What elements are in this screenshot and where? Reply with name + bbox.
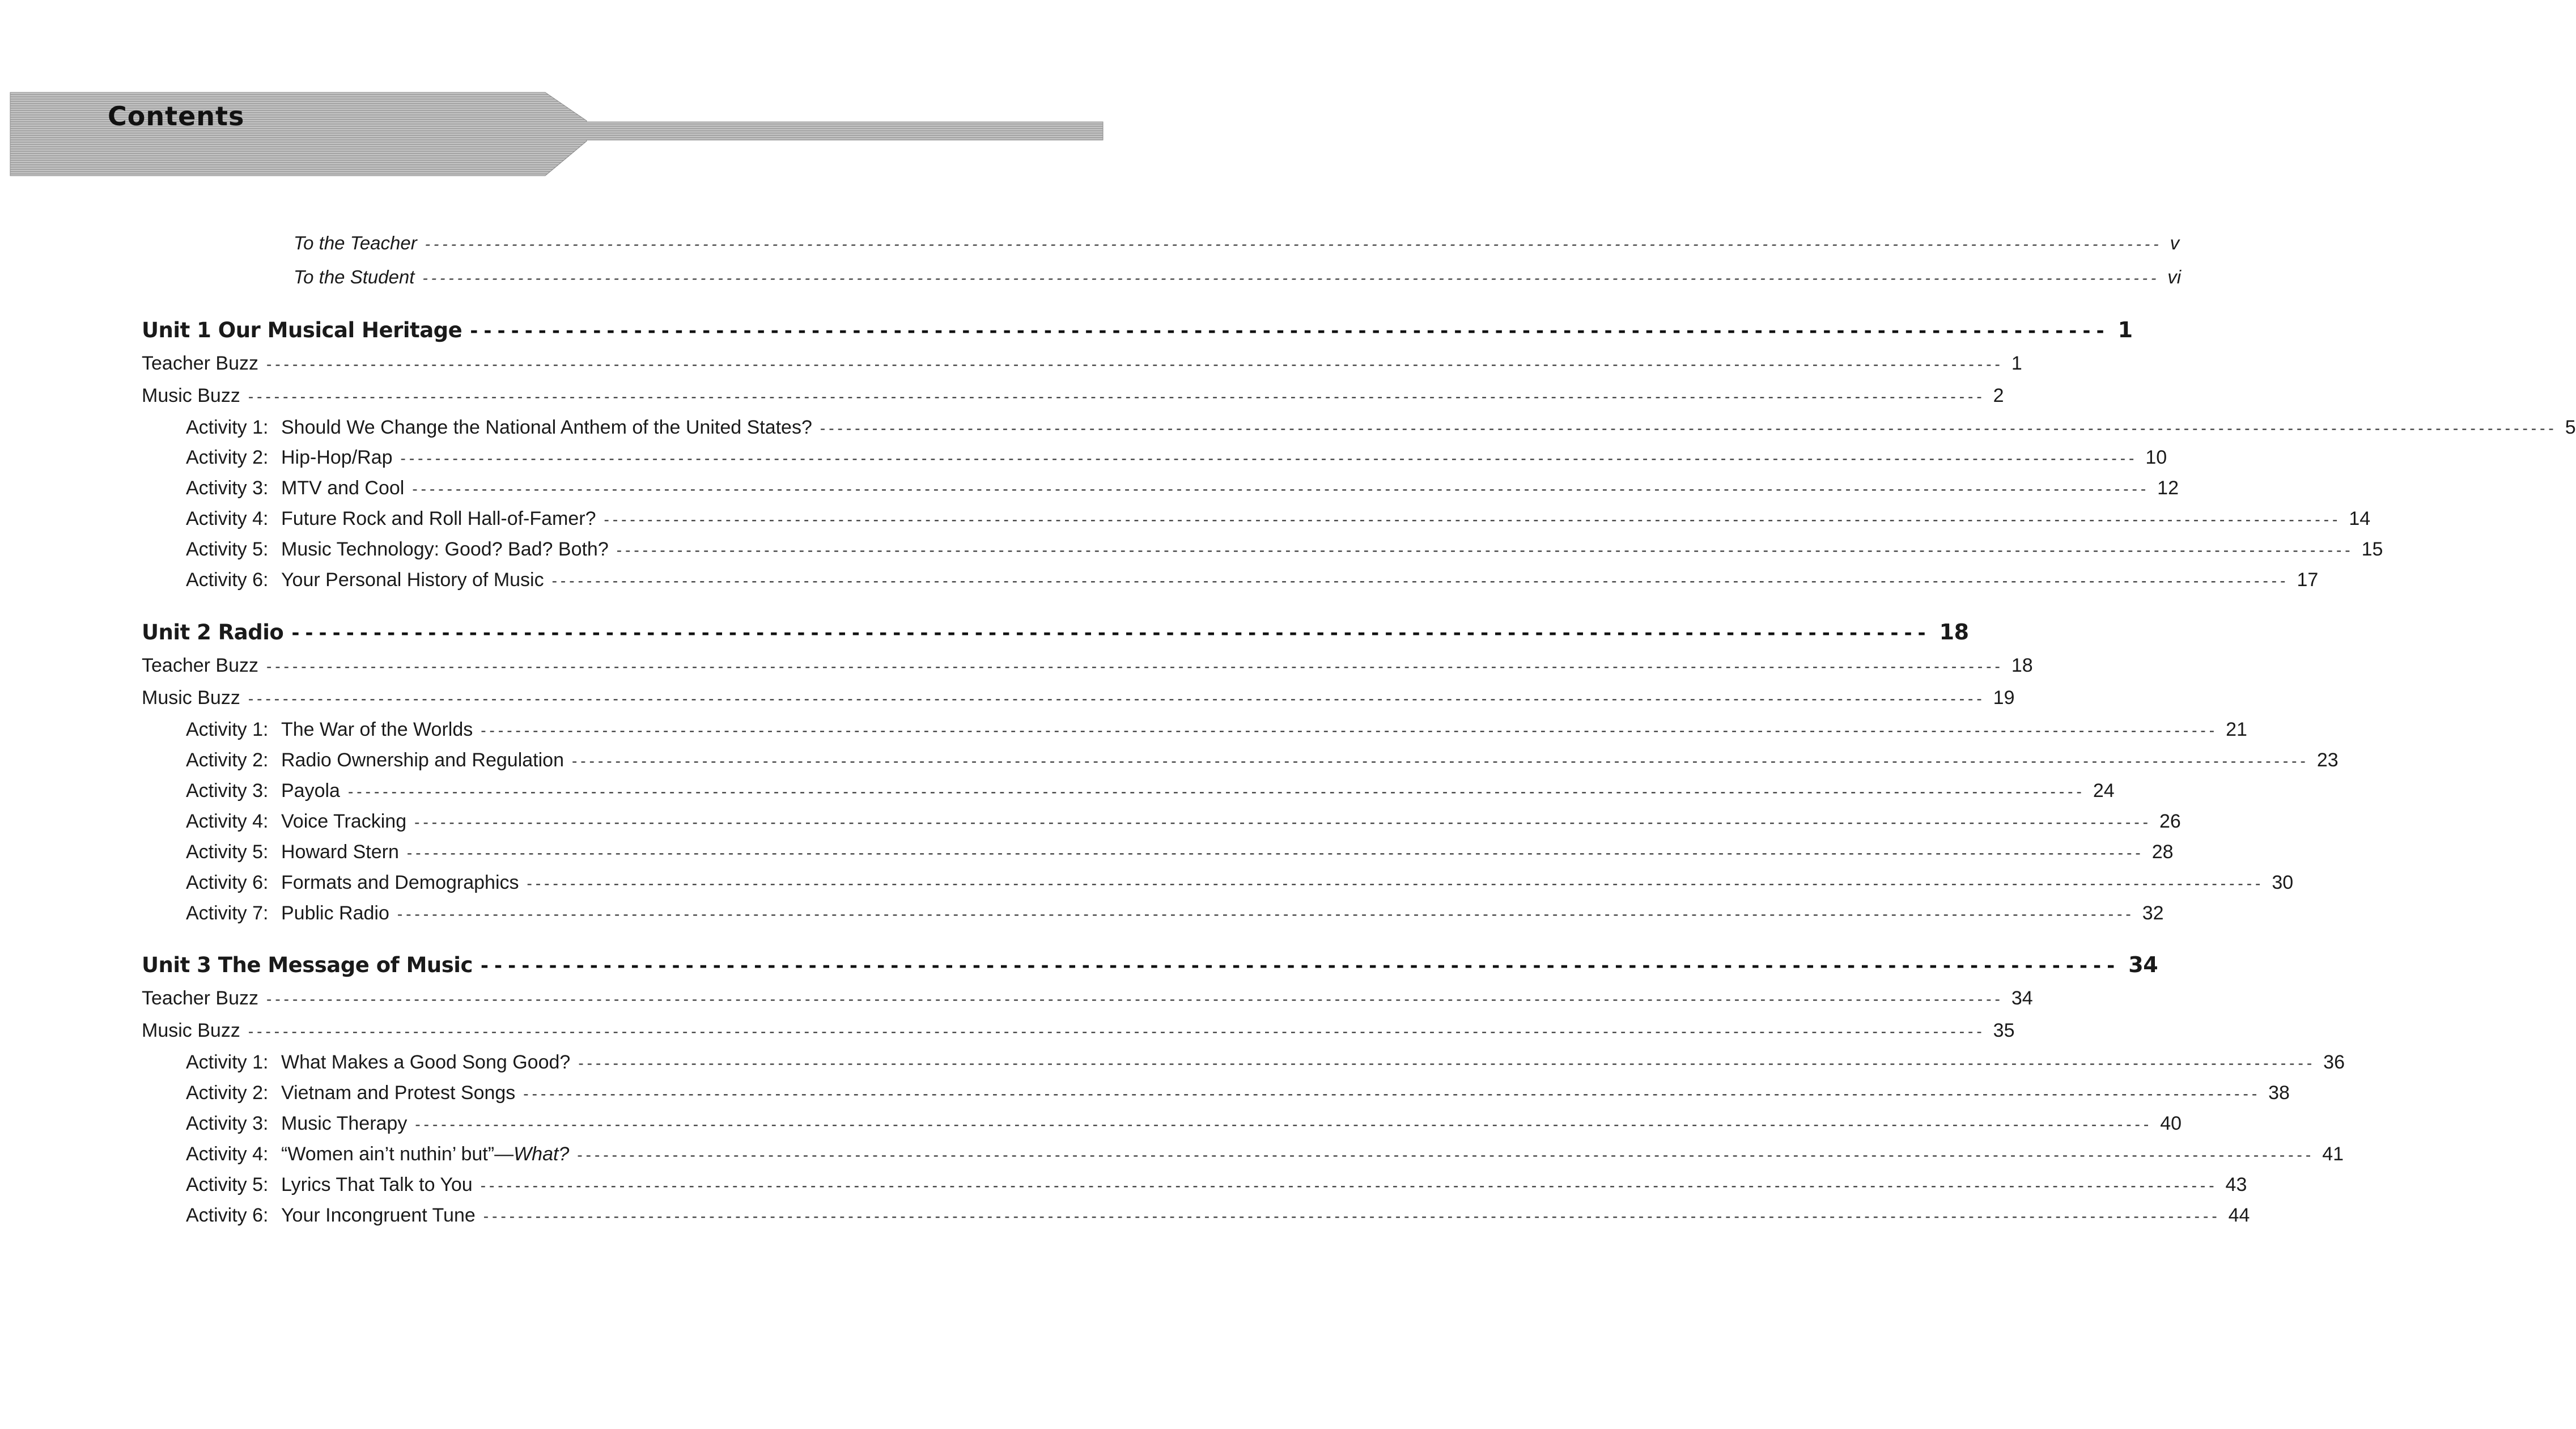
entry-page: 12 — [2157, 477, 2179, 499]
unit-page: 1 — [2117, 317, 2133, 342]
entry-page: 36 — [2323, 1051, 2345, 1073]
activity-title: Music Therapy — [281, 1113, 408, 1134]
activity-number: Activity 2: — [186, 447, 269, 468]
entry-page: 24 — [2093, 780, 2115, 802]
dot-leader: -------------------------------------------------------------------------------------------------------------------------------------------------------------------------------------------------------- — [347, 783, 2085, 800]
activity-number: Activity 4: — [186, 811, 269, 832]
activity-number: Activity 6: — [186, 872, 269, 893]
activity-number: Activity 5: — [186, 538, 269, 560]
entry-page: 28 — [2151, 841, 2174, 863]
dot-leader: -------------------------------------------------------------------------------------------------------------------------------------------------------------------------------------------------------- — [406, 844, 2144, 862]
entry-label: To the Teacher — [294, 232, 417, 253]
dot-leader: -------------------------------------------------------------------------------------------------------------------------------------------------------------------------------------------------------- — [523, 1085, 2261, 1103]
activity-number: Activity 7: — [186, 902, 269, 924]
dot-leader: -------------------------------------------------------------------------------------------------------------------------------------------------------------------------------------------------------- — [412, 480, 2150, 498]
dot-leader: -------------------------------------------------------------------------------------------------------------------------------------------------------------------------------------------------------- — [425, 235, 2162, 253]
entry-page: 15 — [2361, 538, 2383, 560]
entry-page: 35 — [1993, 1020, 2015, 1041]
entry-page: 21 — [2226, 719, 2247, 740]
entry-page: 44 — [2228, 1205, 2250, 1226]
dot-leader: -------------------------------------------------------------------------------------------------------------------------------------------------------------------------------------------------------- — [820, 419, 2557, 437]
toc-entry-to-the-student[interactable] — [294, 266, 2182, 287]
dot-leader: -------------------------------------------------------------------------------------------------------------------------------------------------------------------------------------------------------- — [266, 658, 2004, 675]
activity-number: Activity 3: — [186, 477, 269, 499]
dot-leader: -------------------------------------------------------------------------------------------------------------------------------------------------------------------------------------------------------- — [483, 1207, 2221, 1225]
activity-title: What Makes a Good Song Good? — [281, 1051, 571, 1073]
toc-entry-activity[interactable] — [186, 872, 2294, 893]
toc-entry-activity[interactable] — [186, 1174, 2247, 1195]
toc-entry-teacher-buzz[interactable] — [142, 353, 2022, 374]
unit-page: 18 — [1939, 620, 1969, 644]
activity-title: Payola — [281, 780, 340, 802]
entry-label: Music Buzz — [142, 385, 240, 406]
entry-page: 38 — [2268, 1082, 2290, 1104]
unit-title: Unit 1 Our Musical Heritage — [142, 318, 462, 342]
dot-leader: -------------------------------------------------------------------------------------------------------------------------------------------------------------------------------------------------------- — [422, 269, 2160, 287]
activity-title: Formats and Demographics — [281, 872, 519, 893]
toc-entry-activity[interactable] — [186, 749, 2339, 771]
dot-leader: -------------------------------------------------------------------------------------------------------------------------------------------------------------------------------------------------------- — [266, 355, 2004, 373]
entry-label: Music Buzz — [142, 687, 240, 709]
toc-entry-activity[interactable] — [186, 780, 2115, 802]
entry-page: 23 — [2316, 749, 2339, 771]
activity-number: Activity 6: — [186, 1205, 269, 1226]
activity-number: Activity 4: — [186, 508, 269, 529]
activity-number: Activity 2: — [186, 1082, 269, 1104]
activity-number: Activity 5: — [186, 841, 269, 863]
activity-title: Vietnam and Protest Songs — [281, 1082, 516, 1104]
entry-label: Music Buzz — [142, 1020, 240, 1041]
activity-number: Activity 6: — [186, 569, 269, 591]
activity-title: Hip-Hop/Rap — [281, 447, 393, 468]
dot-leader: -------------------------------------------------------------------------------------------------------------------------------------------------------------------------------------------------------- — [571, 752, 2309, 770]
toc-entry-activity[interactable] — [186, 1082, 2290, 1104]
activity-title-emphasis: What? — [513, 1143, 570, 1165]
activity-number: Activity 3: — [186, 1113, 269, 1134]
dash-leader: ------------------------------------------------------------------------------------------------------------------------ — [470, 320, 2110, 342]
activity-title: Future Rock and Roll Hall-of-Famer? — [281, 508, 596, 529]
toc-entry-music-buzz[interactable] — [142, 687, 2015, 709]
activity-number: Activity 1: — [186, 719, 269, 740]
dot-leader: -------------------------------------------------------------------------------------------------------------------------------------------------------------------------------------------------------- — [604, 511, 2341, 528]
activity-number: Activity 3: — [186, 780, 269, 802]
entry-page: 26 — [2159, 811, 2181, 832]
toc-entry-activity[interactable] — [186, 1143, 2344, 1165]
entry-label: Teacher Buzz — [142, 655, 258, 676]
entry-page: 32 — [2142, 902, 2164, 924]
dot-leader: -------------------------------------------------------------------------------------------------------------------------------------------------------------------------------------------------------- — [480, 1177, 2218, 1194]
entry-page: 34 — [2011, 987, 2033, 1009]
dot-leader: -------------------------------------------------------------------------------------------------------------------------------------------------------------------------------------------------------- — [266, 990, 2004, 1008]
entry-page: 19 — [1993, 687, 2015, 709]
toc-entry-activity[interactable] — [186, 477, 2179, 499]
dot-leader: -------------------------------------------------------------------------------------------------------------------------------------------------------------------------------------------------------- — [578, 1054, 2316, 1072]
activity-number: Activity 1: — [186, 417, 269, 438]
toc-entry-activity[interactable] — [186, 811, 2181, 832]
entry-page: 14 — [2349, 508, 2371, 529]
activity-number: Activity 2: — [186, 749, 269, 771]
activity-title: Lyrics That Talk to You — [281, 1174, 473, 1195]
dot-leader: -------------------------------------------------------------------------------------------------------------------------------------------------------------------------------------------------------- — [527, 875, 2264, 892]
activity-title: Should We Change the National Anthem of the United States? — [281, 417, 812, 438]
entry-page: vi — [2167, 266, 2182, 287]
unit-title: Unit 2 Radio — [142, 620, 284, 644]
dot-leader: -------------------------------------------------------------------------------------------------------------------------------------------------------------------------------------------------------- — [481, 722, 2218, 739]
entry-label: Teacher Buzz — [142, 353, 258, 374]
activity-title: Radio Ownership and Regulation — [281, 749, 564, 771]
entry-page: 18 — [2011, 655, 2033, 676]
toc-entry-activity[interactable] — [186, 1205, 2250, 1226]
activity-number: Activity 1: — [186, 1051, 269, 1073]
entry-page: 30 — [2272, 872, 2294, 893]
toc-entry-activity[interactable] — [186, 417, 2576, 438]
entry-label: To the Student — [294, 266, 415, 287]
unit-page: 34 — [2128, 952, 2158, 977]
toc-entry-teacher-buzz[interactable] — [142, 655, 2033, 676]
entry-page: v — [2170, 232, 2180, 253]
dot-leader: -------------------------------------------------------------------------------------------------------------------------------------------------------------------------------------------------------- — [414, 813, 2151, 831]
toc-entry-activity[interactable] — [186, 1051, 2345, 1073]
unit-heading[interactable] — [142, 317, 2133, 342]
unit-title: Unit 3 The Message of Music — [142, 953, 473, 977]
unit-heading[interactable] — [142, 620, 1969, 644]
activity-title-text: “Women ain’t nuthin’ but”— — [281, 1143, 514, 1165]
dot-leader: -------------------------------------------------------------------------------------------------------------------------------------------------------------------------------------------------------- — [415, 1116, 2153, 1133]
entry-page: 1 — [2011, 353, 2022, 374]
dot-leader: -------------------------------------------------------------------------------------------------------------------------------------------------------------------------------------------------------- — [248, 690, 1985, 707]
toc-entry-activity[interactable] — [186, 538, 2383, 560]
entry-page: 41 — [2322, 1143, 2344, 1165]
activity-title: The War of the Worlds — [281, 719, 473, 740]
dot-leader: -------------------------------------------------------------------------------------------------------------------------------------------------------------------------------------------------------- — [577, 1146, 2315, 1164]
dot-leader: -------------------------------------------------------------------------------------------------------------------------------------------------------------------------------------------------------- — [616, 541, 2354, 559]
toc-entry-activity[interactable] — [186, 508, 2371, 529]
entry-label: Teacher Buzz — [142, 987, 258, 1009]
activity-title — [281, 1144, 569, 1164]
toc-entry-activity[interactable] — [186, 1113, 2182, 1134]
activity-title: Howard Stern — [281, 841, 399, 863]
dot-leader: -------------------------------------------------------------------------------------------------------------------------------------------------------------------------------------------------------- — [551, 572, 2289, 590]
toc-entry-activity[interactable] — [186, 569, 2319, 591]
toc-entry-teacher-buzz[interactable] — [142, 987, 2033, 1009]
activity-title: Music Technology: Good? Bad? Both? — [281, 538, 609, 560]
dash-leader: ------------------------------------------------------------------------------------------------------------------------ — [291, 622, 1932, 644]
activity-title: MTV and Cool — [281, 477, 405, 499]
page-title: Contents — [108, 101, 245, 132]
dot-leader: -------------------------------------------------------------------------------------------------------------------------------------------------------------------------------------------------------- — [397, 905, 2134, 923]
entry-page: 17 — [2297, 569, 2319, 591]
activity-number: Activity 4: — [186, 1143, 269, 1165]
toc-entry-music-buzz[interactable] — [142, 385, 2004, 406]
toc-entry-activity[interactable] — [186, 841, 2174, 863]
activity-title: Public Radio — [281, 902, 389, 924]
dot-leader: -------------------------------------------------------------------------------------------------------------------------------------------------------------------------------------------------------- — [248, 1023, 1985, 1040]
entry-page: 43 — [2225, 1174, 2247, 1195]
toc-entry-to-the-teacher[interactable] — [294, 232, 2180, 253]
activity-title: Voice Tracking — [281, 811, 407, 832]
dot-leader: -------------------------------------------------------------------------------------------------------------------------------------------------------------------------------------------------------- — [400, 450, 2138, 467]
toc-entry-activity[interactable] — [186, 719, 2247, 740]
entry-page: 2 — [1993, 385, 2004, 406]
activity-number: Activity 5: — [186, 1174, 269, 1195]
entry-page: 40 — [2160, 1113, 2182, 1134]
activity-title: Your Incongruent Tune — [281, 1205, 476, 1226]
toc-entry-activity[interactable] — [186, 902, 2164, 924]
entry-page: 10 — [2145, 447, 2167, 468]
dot-leader: -------------------------------------------------------------------------------------------------------------------------------------------------------------------------------------------------------- — [248, 388, 1985, 405]
entry-page: 5 — [2565, 417, 2576, 438]
contents-banner — [0, 85, 1103, 181]
toc-entry-music-buzz[interactable] — [142, 1020, 2015, 1041]
unit-heading[interactable] — [142, 952, 2158, 977]
activity-title: Your Personal History of Music — [281, 569, 544, 591]
dash-leader: ------------------------------------------------------------------------------------------------------------------------ — [480, 955, 2121, 977]
toc-entry-activity[interactable] — [186, 447, 2167, 468]
